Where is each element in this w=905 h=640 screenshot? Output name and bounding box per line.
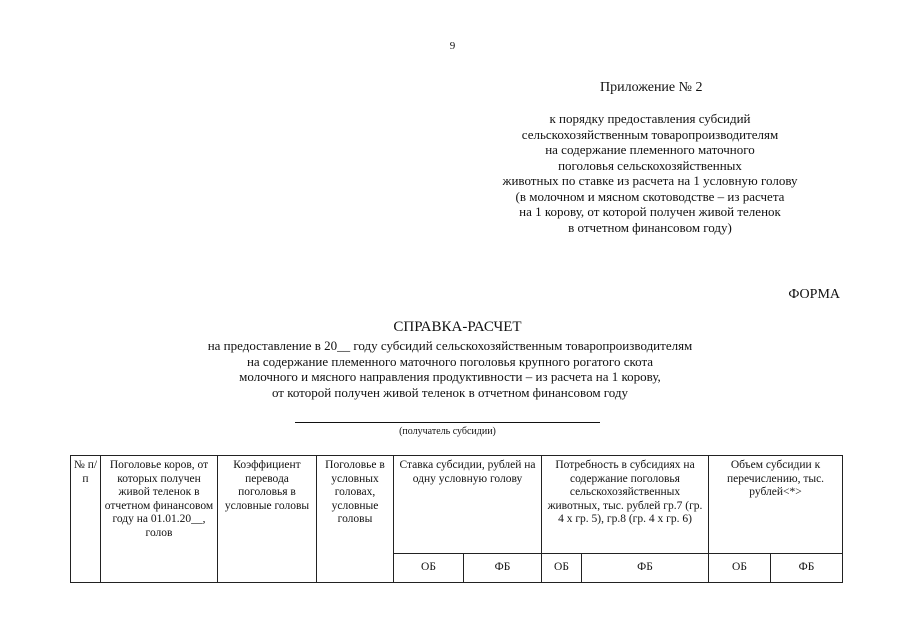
subheader-ob: ОБ xyxy=(709,554,771,583)
header-cows-count: Поголовье коров, от которых получен живой теленок в отчетном финансовом году на 01.01.20__, голов xyxy=(101,456,218,583)
form-label: ФОРМА xyxy=(788,287,840,302)
header-subsidy-rate: Ставка субсидии, рублей на одну условную голову xyxy=(394,456,542,554)
header-subsidy-volume: Объем субсидии к перечислению, тыс. рублей<*> xyxy=(709,456,843,554)
subtitle-line: на содержание племенного маточного поголовья крупного рогатого скота xyxy=(246,353,654,369)
header-subsidy-need: Потребность в субсидиях на содержание поголовья сельскохозяйственных животных, тыс. рублей гр.7 (гр. 4 х гр. 5), гр.8 (гр. 4 х гр. 6) xyxy=(542,456,709,554)
document-subtitle xyxy=(100,338,800,400)
appendix-line: поголовья сельскохозяйственных xyxy=(558,157,742,173)
appendix-description xyxy=(470,111,830,235)
calculation-table xyxy=(70,455,843,583)
subheader-ob: ОБ xyxy=(394,554,464,583)
subtitle-line: молочного и мясного направления продуктивности – из расчета на 1 корову, xyxy=(239,369,661,384)
subheader-ob: ОБ xyxy=(542,554,582,583)
header-conditional-heads: Поголовье в условных головах, условные головы xyxy=(317,456,394,583)
recipient-underline xyxy=(295,422,600,423)
appendix-line: животных по ставке из расчета на 1 условную голову xyxy=(502,173,798,188)
appendix-line: на содержание племенного маточного xyxy=(545,142,755,157)
header-number: № п/п xyxy=(71,456,101,583)
subtitle-line: на предоставление в 20__ году субсидий сельскохозяйственным товаропроизводителям xyxy=(207,338,693,353)
subtitle-line: от которой получен живой теленок в отчетном финансовом году xyxy=(271,384,629,400)
appendix-line: в отчетном финансовом году) xyxy=(568,219,732,235)
subheader-fb: ФБ xyxy=(582,554,709,583)
appendix-line: к порядку предоставления субсидий xyxy=(549,111,751,126)
document-title: СПРАВКА-РАСЧЕТ xyxy=(393,319,522,335)
subheader-fb: ФБ xyxy=(771,554,843,583)
table-header-row xyxy=(71,456,843,554)
appendix-line: сельскохозяйственным товаропроизводителям xyxy=(521,126,779,142)
appendix-title: Приложение № 2 xyxy=(600,80,703,95)
subheader-fb: ФБ xyxy=(464,554,542,583)
header-conversion-coefficient: Коэффициент перевода поголовья в условные головы xyxy=(218,456,317,583)
appendix-line: (в молочном и мясном скотоводстве – из расчета xyxy=(515,188,785,204)
recipient-caption: (получатель субсидии) xyxy=(399,426,496,437)
appendix-line: на 1 корову, от которой получен живой теленок xyxy=(519,204,781,219)
page-number: 9 xyxy=(449,40,456,52)
